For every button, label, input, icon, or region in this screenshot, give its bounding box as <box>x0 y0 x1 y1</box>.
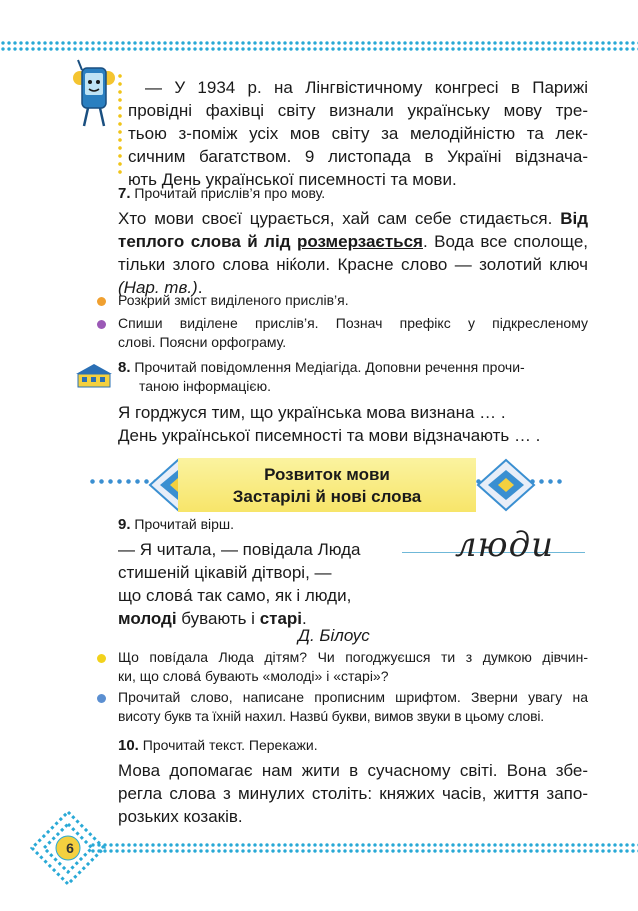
task-number: 8. <box>118 359 131 376</box>
task-instruction: Прочитай вірш. <box>134 516 235 532</box>
task-instruction: Прочитай текст. Перекажи. <box>142 737 318 753</box>
orange-bullet-icon <box>97 297 106 306</box>
ornament-right-icon <box>476 458 536 512</box>
page-number: 6 <box>66 840 74 856</box>
task8-heading <box>118 358 588 396</box>
proverbs-text <box>118 207 588 299</box>
poem-line: стишеній цікавій дітворі, — <box>118 563 332 582</box>
poem-line: — Я читала, — повідала Люда <box>118 540 361 559</box>
bottom-dotted-border <box>90 842 638 854</box>
bullet-line: Спиши виділене прислів’я. Познач префікс у підкресленому <box>118 315 588 331</box>
bullet-line: ки, що словá бувають «молоді» і «старі»? <box>118 668 389 684</box>
proverb-text: . <box>197 278 203 297</box>
text-line: розьких козаків. <box>118 807 243 826</box>
task8-sentences <box>118 401 588 447</box>
intro-line: провідні фахівці світу визнали українську мову тре- <box>128 101 588 120</box>
task-number: 7. <box>118 185 131 202</box>
task-number: 10. <box>118 737 139 754</box>
poem-line: . <box>302 609 307 628</box>
proverb-text: тільки злого слова ніќоли. Красне слово — золотий ключ <box>118 255 588 274</box>
poem-bold-word: старі <box>259 609 303 628</box>
poem-line: що словá так само, як і люди, <box>118 586 352 605</box>
fill-sentence: Я горджуся тим, що українська мова визнана … . <box>118 403 506 422</box>
yellow-bullet-icon <box>97 654 106 663</box>
task-instruction: Прочитай прислів’я про мову. <box>134 185 326 201</box>
task7-bullet1: Розкрий зміст виділеного прислів’я. <box>118 292 349 308</box>
proverb-text: Хто мови своєї цурається, хай сам себе стидається. <box>118 209 553 228</box>
handwritten-word: люди <box>455 525 555 565</box>
section-subtitle: Застарілі й нові слова <box>232 487 422 506</box>
task9-bullet2 <box>118 688 588 726</box>
proverb-source: (Нар. тв.) <box>118 278 198 297</box>
task-number: 9. <box>118 516 131 533</box>
house-icon <box>74 362 114 388</box>
purple-bullet-icon <box>97 320 106 329</box>
task7-bullet2 <box>118 314 588 352</box>
blue-bullet-icon <box>97 694 106 703</box>
task-instruction: таною інформацією. <box>139 378 271 394</box>
intro-line: — У 1934 р. на Лінгвістичному конгресі в Парижі <box>145 78 588 97</box>
poem-author: Д. Білоус <box>298 626 370 645</box>
highlighted-proverb: теплого слова й лід <box>118 232 291 251</box>
task9-bullet1 <box>118 648 588 686</box>
bullet-line: слові. Поясни орфограму. <box>118 334 287 350</box>
bullet-line: висоту букв та їхній нахил. Назвú букви, вимов звуки в цьому слові. <box>118 708 544 724</box>
fill-sentence: День української писемності та мови відзначають … . <box>118 426 541 445</box>
bullet-line: Що повíдала Люда дітям? Чи погоджуєшся ти з думкою дівчин- <box>118 649 588 665</box>
top-dotted-border <box>0 40 638 52</box>
proverb-text: . Вода все сполоще, <box>422 232 588 251</box>
bullet-line: Прочитай слово, написане прописним шрифтом. Зверни увагу на <box>118 689 588 705</box>
intro-line: ють День української писемності та мови. <box>128 170 457 189</box>
task9-heading <box>118 515 234 534</box>
poem-bold-word: молоді <box>118 609 177 628</box>
poem <box>118 538 388 630</box>
text-line: регла слова з минулих століть: княжих часів, життя запо- <box>118 784 588 803</box>
intro-line: сичним багатством. 9 листопада в Україні відзнача- <box>128 147 588 166</box>
task10-heading <box>118 736 318 755</box>
task10-text <box>118 759 588 828</box>
phone-mascot-icon <box>66 58 122 134</box>
task-instruction: Прочитай повідомлення Медіагіда. Доповни речення прочи- <box>134 359 525 375</box>
task7-heading <box>118 184 325 203</box>
section-title: Розвиток мови <box>264 465 390 484</box>
section-banner <box>178 458 476 512</box>
highlighted-proverb: Від <box>560 209 588 228</box>
intro-line: тьою з-поміж усіх мов світу за мелодійністю та лек- <box>128 124 588 143</box>
text-line: Мова допомагає нам жити в сучасному світі. Вона збе- <box>118 761 588 780</box>
yellow-dotted-margin <box>116 72 124 174</box>
poem-line: бувають і <box>176 609 260 628</box>
intro-paragraph <box>128 76 588 191</box>
underlined-word: розмерзається <box>296 232 423 251</box>
